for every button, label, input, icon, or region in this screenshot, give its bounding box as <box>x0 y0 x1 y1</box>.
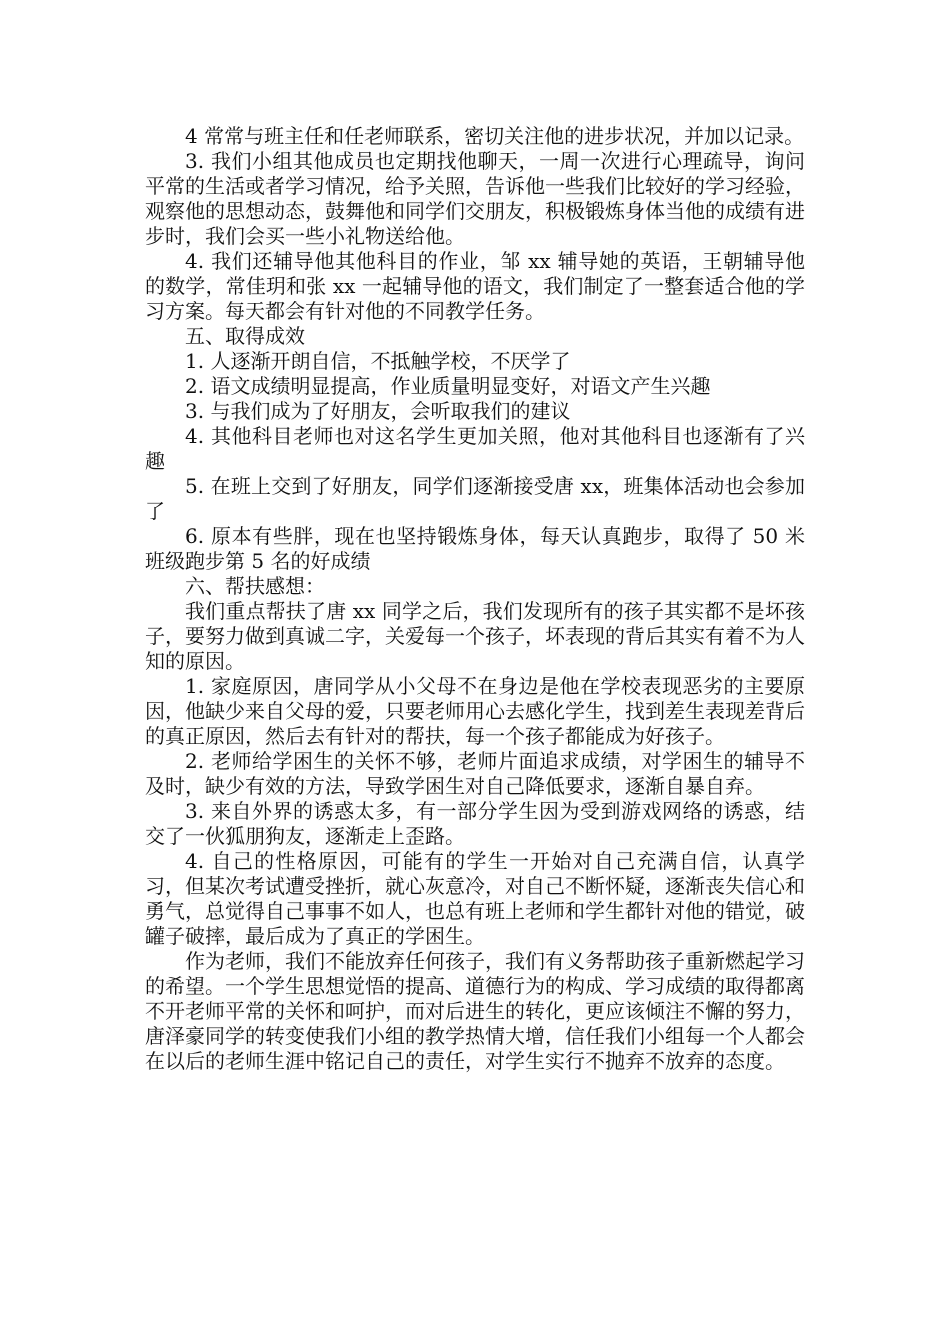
section-heading: 五、取得成效 <box>185 324 305 348</box>
list-item: 5. 在班上交到了好朋友，同学们逐渐接受唐 xx，班集体活动也会参加了 <box>145 474 805 523</box>
list-item: 1. 人逐渐开朗自信，不抵触学校，不厌学了 <box>185 349 571 373</box>
list-item: 4. 自己的性格原因，可能有的学生一开始对自己充满自信，认真学习，但某次考试遭受挫折，就心灰意冷，对自己不断怀疑，逐渐丧失信心和勇气，总觉得自己事事不如人，也总有班上老师和学生都针对他的错觉，破罐子破摔，最后成为了真正的学困生。 <box>145 849 805 948</box>
document-body <box>145 124 805 1074</box>
section-heading: 六、帮扶感想： <box>185 574 325 598</box>
paragraph: 4 常常与班主任和任老师联系，密切关注他的进步状况，并加以记录。 <box>185 124 805 148</box>
list-item: 2. 老师给学困生的关怀不够，老师片面追求成绩，对学困生的辅导不及时，缺少有效的方法，导致学困生对自己降低要求，逐渐自暴自弃。 <box>145 749 805 798</box>
list-item: 2. 语文成绩明显提高，作业质量明显变好，对语文产生兴趣 <box>185 374 711 398</box>
paragraph: 作为老师，我们不能放弃任何孩子，我们有义务帮助孩子重新燃起学习的希望。一个学生思想觉悟的提高、道德行为的构成、学习成绩的取得都离不开老师平常的关怀和呵护，而对后进生的转化，更应该倾注不懈的努力，唐泽豪同学的转变使我们小组的教学热情大增，信任我们小组每一个人都会在以后的老师生涯中铭记自己的责任，对学生实行不抛弃不放弃的态度。 <box>145 949 805 1073</box>
list-item: 1. 家庭原因，唐同学从小父母不在身边是他在学校表现恶劣的主要原因，他缺少来自父母的爱，只要老师用心去感化学生，找到差生表现差背后的真正原因，然后去有针对的帮扶，每一个孩子都能成为好孩子。 <box>145 674 805 748</box>
paragraph: 3. 我们小组其他成员也定期找他聊天，一周一次进行心理疏导，询问平常的生活或者学习情况，给予关照，告诉他一些我们比较好的学习经验，观察他的思想动态，鼓舞他和同学们交朋友，积极锻炼身体当他的成绩有进步时，我们会买一些小礼物送给他。 <box>145 149 805 248</box>
list-item: 4. 其他科目老师也对这名学生更加关照，他对其他科目也逐渐有了兴趣 <box>145 424 805 473</box>
list-item: 3. 来自外界的诱惑太多，有一部分学生因为受到游戏网络的诱惑，结交了一伙狐朋狗友，逐渐走上歪路。 <box>145 799 805 848</box>
paragraph: 4. 我们还辅导他其他科目的作业，邹 xx 辅导她的英语，王朝辅导他的数学，常佳玥和张 xx 一起辅导他的语文，我们制定了一整套适合他的学习方案。每天都会有针对他的不同教学任务。 <box>145 249 805 323</box>
list-item: 6. 原本有些胖，现在也坚持锻炼身体，每天认真跑步，取得了 50 米班级跑步第 5 名的好成绩 <box>145 524 805 573</box>
paragraph: 我们重点帮扶了唐 xx 同学之后，我们发现所有的孩子其实都不是坏孩子，要努力做到真诚二字，关爱每一个孩子，坏表现的背后其实有着不为人知的原因。 <box>145 599 805 673</box>
list-item: 3. 与我们成为了好朋友，会听取我们的建议 <box>185 399 571 423</box>
